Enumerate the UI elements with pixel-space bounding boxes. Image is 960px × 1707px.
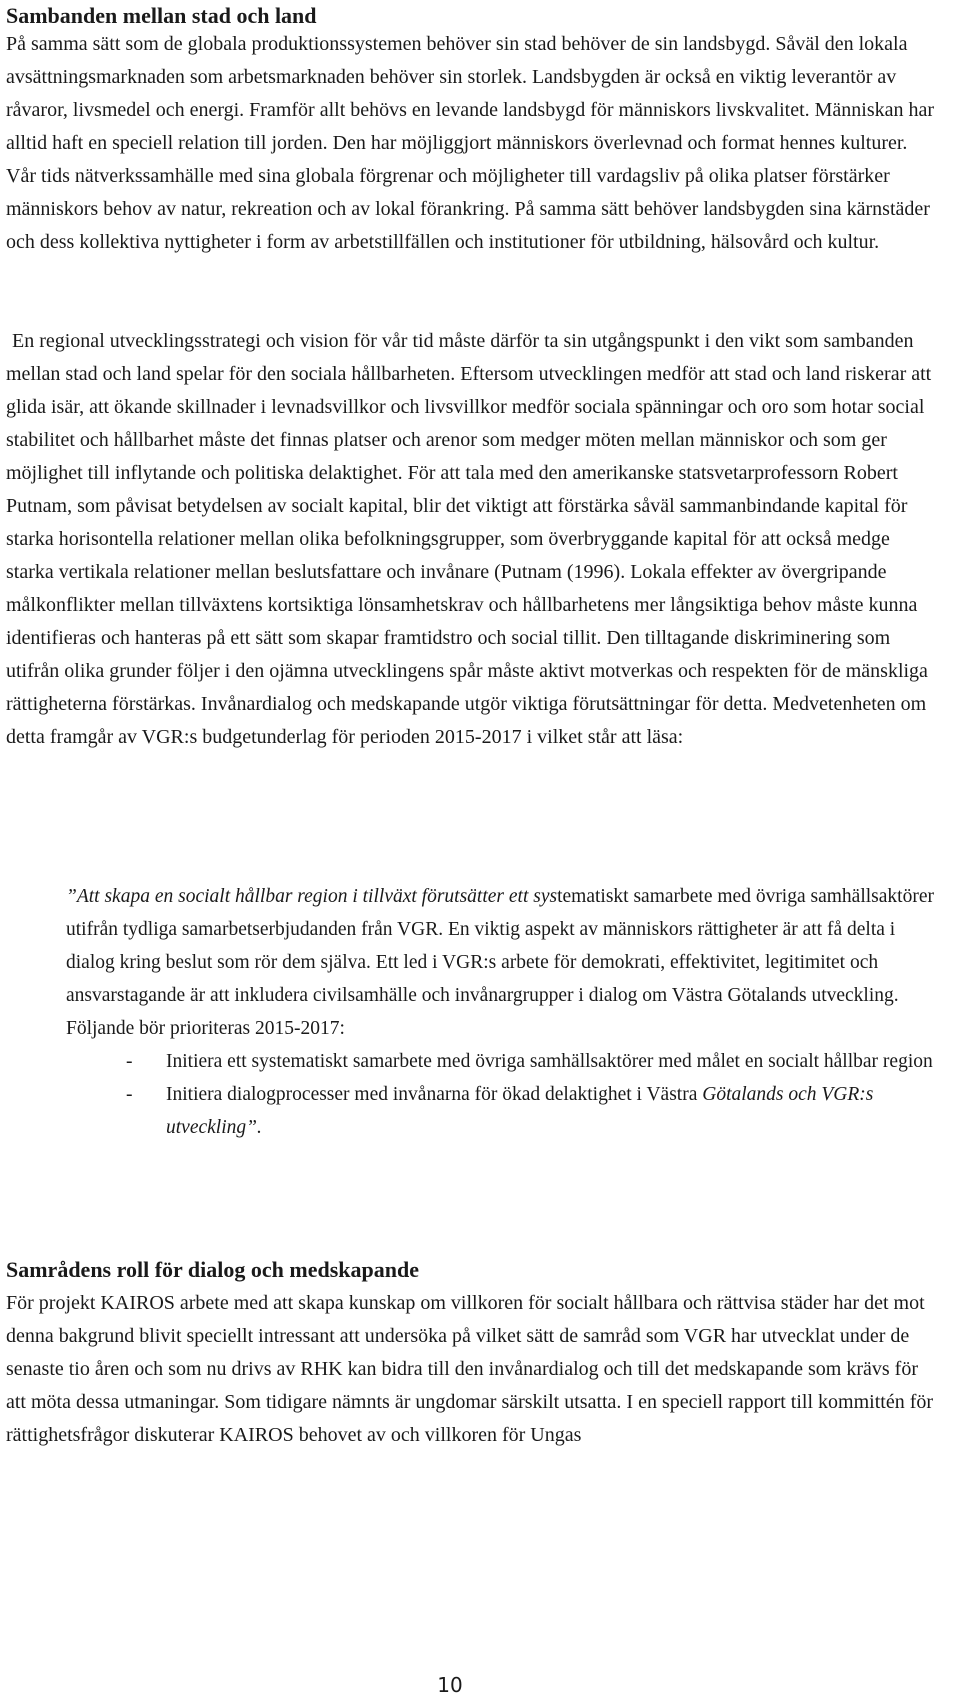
section-heading: Samrådens roll för dialog och medskapande — [6, 1257, 419, 1282]
list-item-italic-text: Götalands och VGR:s utveckling”. — [166, 1084, 874, 1138]
page-number: 10 — [437, 1673, 463, 1697]
body-paragraph: För projekt KAIROS arbete med att skapa kunskap om villkoren för socialt hållbara och rättvisa städer har det mot denna bakgrund blivit speciellt intressant att undersöka på vilket sätt de samråd som VGR har utvecklat under de senaste tio åren och som nu drivs av RHK kan bidra till den invånardialog och till det medskapande som krävs för att möta dessa utmaningar. Som tidigare nämnts är ungdomar särskilt utsatta. I en speciell rapport till kommittén för rättighetsfrågor diskuterar KAIROS behovet av och villkoren för Ungas — [6, 1292, 934, 1446]
list-item — [66, 1045, 942, 1078]
list-item-text: Initiera ett systematiskt samarbete med övriga samhällsaktörer med målet en socialt hållbar region — [166, 1051, 933, 1072]
quote-body: tematiskt samarbete med övriga samhällsaktörer utifrån tydliga samarbetserbjudanden från VGR. En viktig aspekt av människors rättigheter är att få delta i dialog kring beslut som rör dem själva. Ett led i VGR:s arbete för demokrati, effektivitet, legitimitet och ansvarstagande är att inkludera civilsamhälle och invånargrupper i dialog om Västra Götalands utveckling. Följande bör prioriteras 2015-2017: — [66, 886, 934, 1039]
priority-list — [66, 1045, 942, 1144]
block-quote — [66, 880, 942, 1144]
body-paragraph: En regional utvecklingsstrategi och vision för vår tid måste därför ta sin utgångspunkt i den vikt som sambanden mellan stad och land spelar för den sociala hållbarheten. Eftersom utvecklingen medför att stad och land riskerar att glida isär, att ökande skillnader i levnadsvillkor och livsvillkor medför sociala spänningar och oro som hotar social stabilitet och hållbarhet måste det finnas platser och arenor som medger möten mellan människor och som ger möjlighet till inflytande och politiska delaktighet. För att tala med den amerikanske statsvetarprofessorn Robert Putnam, som påvisat betydelsen av socialt kapital, blir det viktigt att förstärka såväl sammanbindande kapital för starka horisontella relationer mellan olika befolkningsgrupper, som överbryggande kapital för att också medge starka vertikala relationer mellan beslutsfattare och invånare (Putnam (1996). Lokala effekter av övergripande målkonflikter mellan tillväxtens kortsiktiga lönsamhetskrav och hållbarhetens mer långsiktiga behov måste kunna identifieras och hanteras på ett sätt som skapar framtidstro och social tillit. Den tilltagande diskriminering som utifrån olika grunder följer i den ojämna utvecklingens spår måste aktivt motverkas och respekten för de mänskliga rättigheterna förstärkas. Invånardialog och medskapande utgör viktiga förutsättningar för detta. Medvetenheten om detta framgår av VGR:s budgetunderlag för perioden 2015-2017 i vilket står att läsa: — [6, 330, 932, 748]
list-bullet: - — [126, 1051, 133, 1072]
body-paragraph: På samma sätt som de globala produktionssystemen behöver sin stad behöver de sin landsbygd. Såväl den lokala avsättningsmarknaden som arbetsmarknaden behöver sin storlek. Landsbygden är också en viktig leverantör av råvaror, livsmedel och energi. Framför allt behövs en levande landsbygd för människors livskvalitet. Människan har alltid haft en speciell relation till jorden. Den har möjliggjort människors överlevnad och format hennes kulturer. Vår tids nätverkssamhälle med sina globala förgrenar och möjligheter till vardagsliv på olika platser förstärker människors behov av natur, rekreation och av lokal förankring. På samma sätt behöver landsbygden sina kärnstäder och dess kollektiva nyttigheter i form av arbetstillfällen och institutioner för utbildning, hälsovård och kultur. — [6, 33, 935, 253]
quote-italic-lead: ”Att skapa en socialt hållbar region i tillväxt förutsätter ett sys — [66, 886, 558, 907]
section-heading: Sambanden mellan stad och land — [6, 3, 317, 28]
list-item — [66, 1078, 942, 1144]
quote-text — [66, 880, 942, 1045]
list-bullet: - — [126, 1084, 133, 1105]
list-item-text: Initiera dialogprocesser med invånarna för ökad delaktighet i Västra — [166, 1084, 703, 1105]
